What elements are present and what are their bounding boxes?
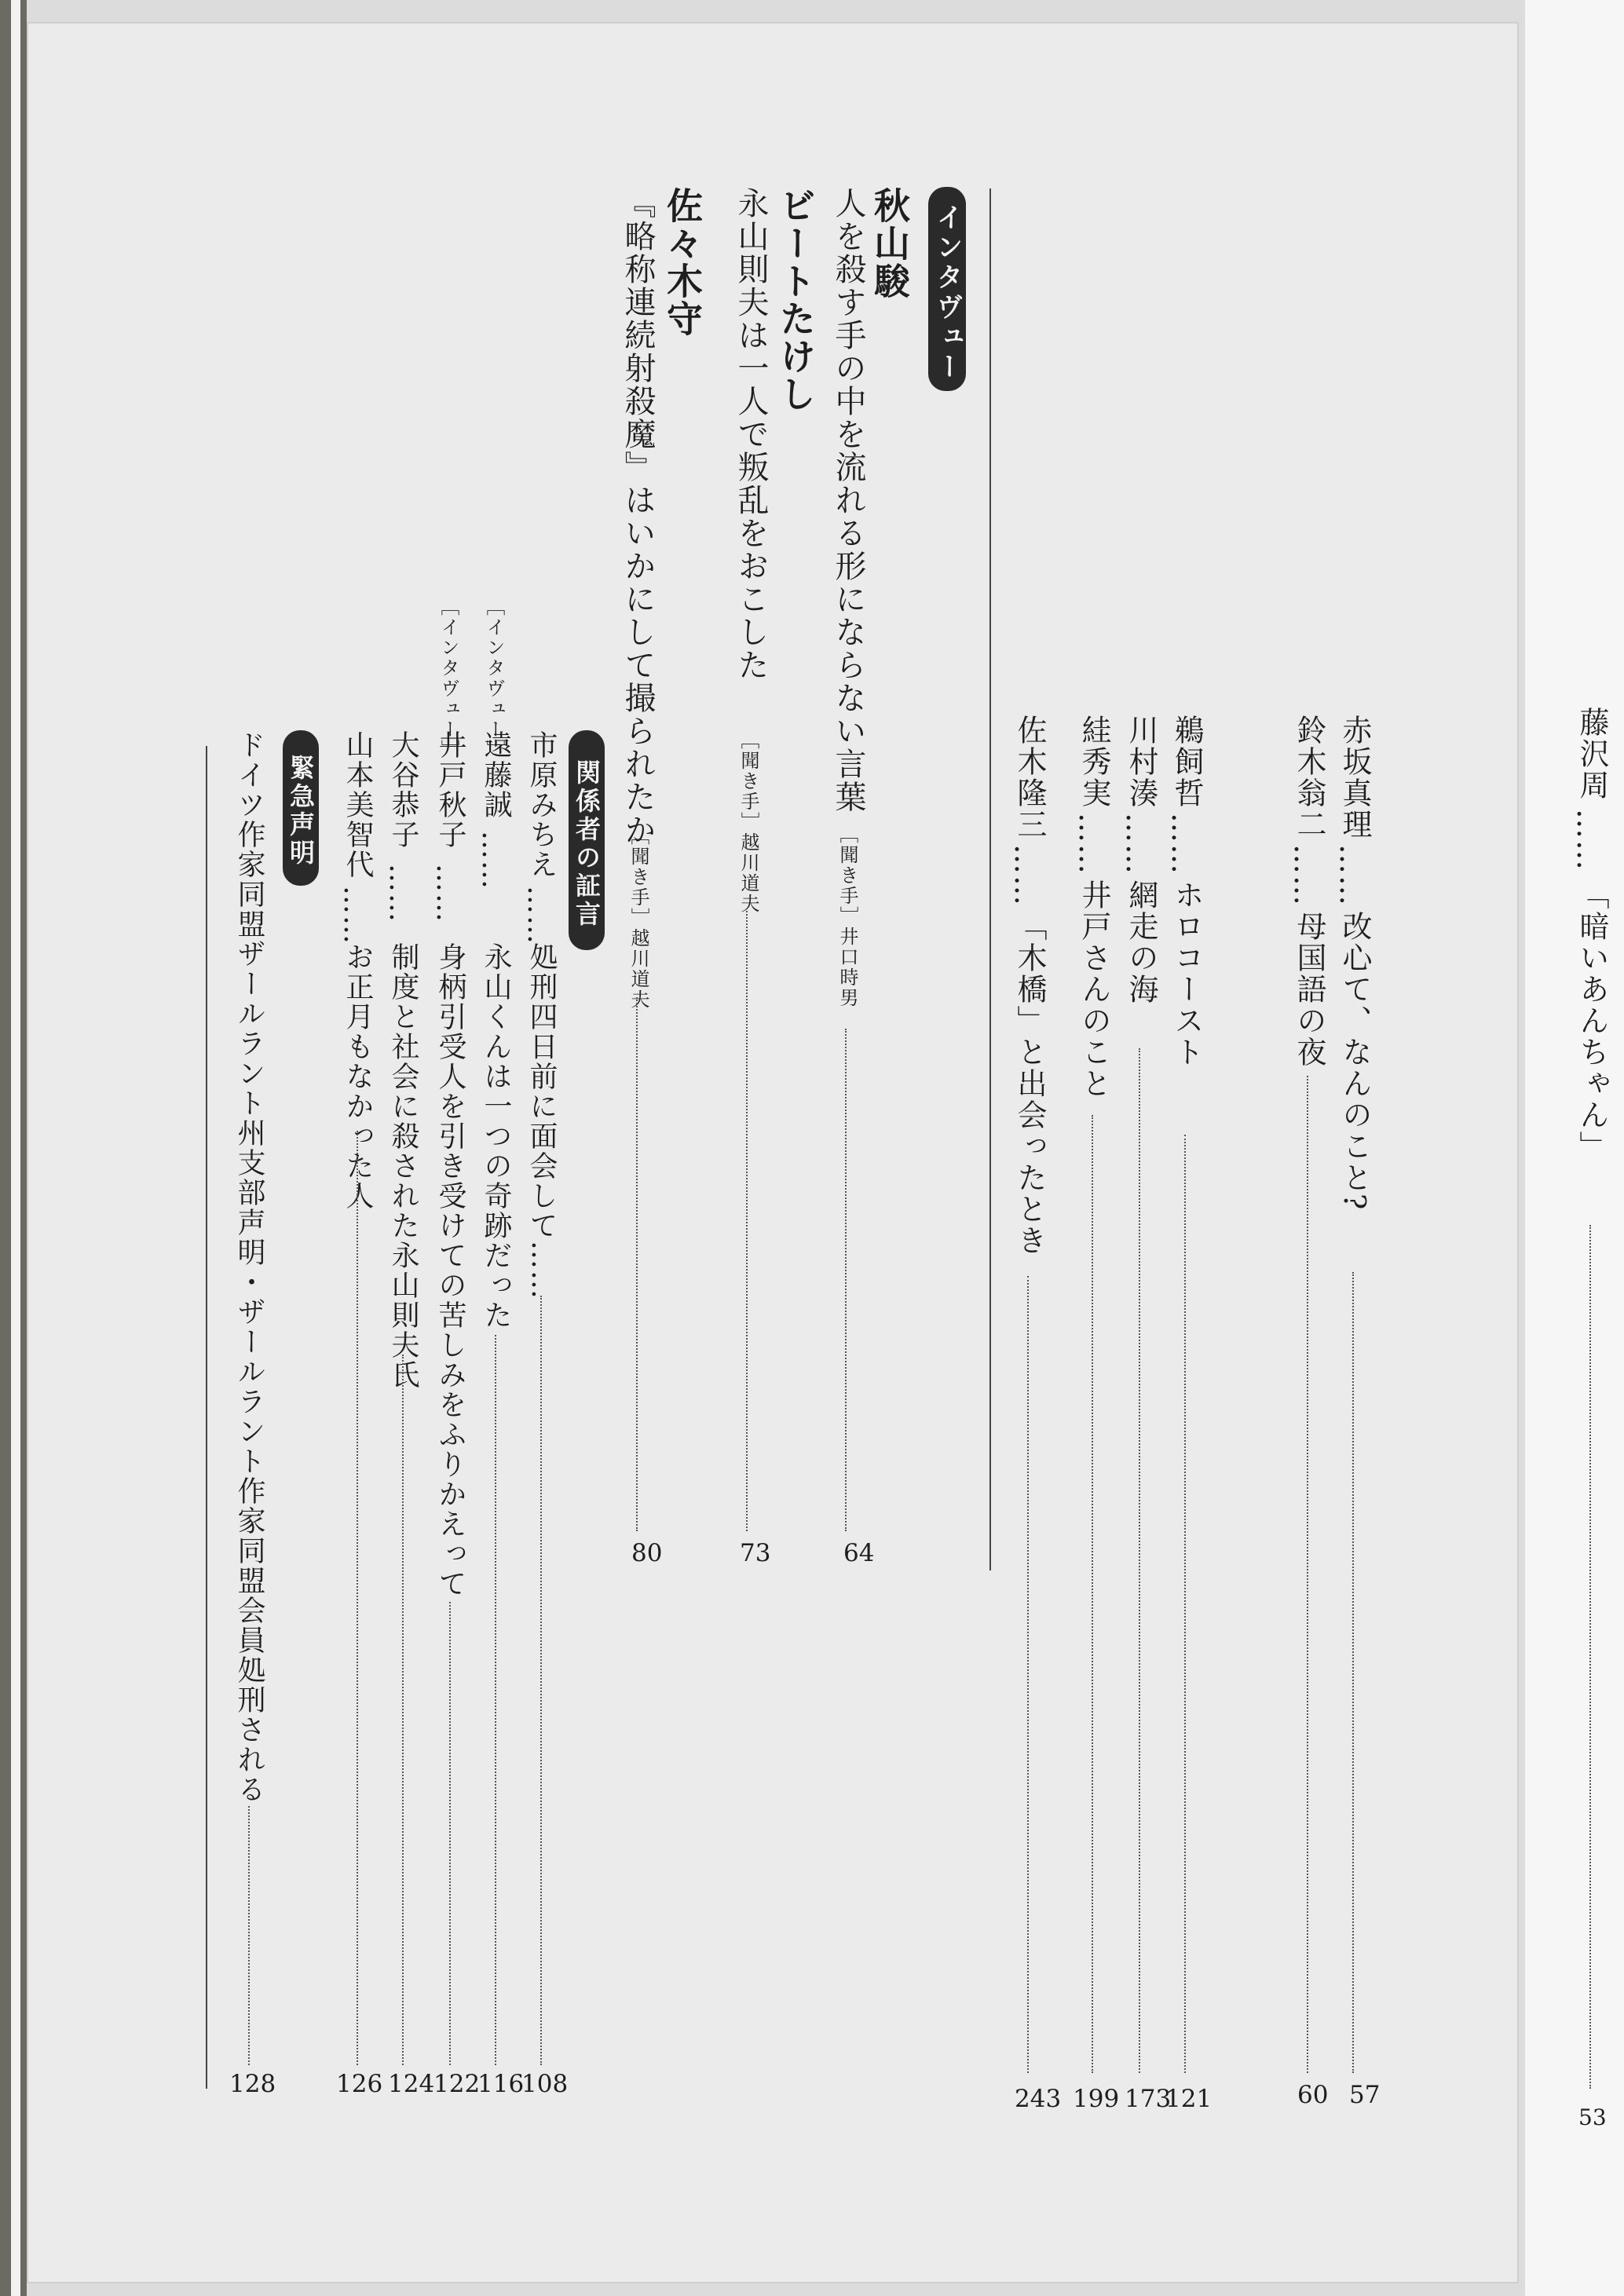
leader-dots [1092, 1115, 1093, 2073]
section-rule [989, 188, 991, 1570]
interview-name: 秋山駿 [869, 187, 911, 300]
page-number: 128 [229, 2070, 276, 2098]
leader-dots [1184, 1135, 1186, 2073]
page-number: 124 [388, 2070, 435, 2098]
entry-sep: …… [1008, 844, 1043, 907]
leader-dots [1352, 1272, 1354, 2073]
page-number: 108 [521, 2070, 569, 2098]
leader-dots [495, 1335, 496, 2065]
interview-name: ビートたけし [774, 187, 817, 413]
next-page-sep: …… [1571, 809, 1605, 872]
page-number: 116 [477, 2070, 525, 2098]
entry-title: 改心て、なんのこと? [1337, 911, 1372, 1212]
witness-title: お正月もなかった人 [342, 942, 374, 1211]
page-number: 53 [1578, 2104, 1607, 2130]
witness-title: 永山くんは一つの奇跡だった [480, 942, 512, 1330]
entry-author: 赤坂真理 [1337, 715, 1372, 840]
interview-name: 佐々木守 [661, 187, 704, 338]
witness-title: 身柄引受人を引き受けての苦しみをふりかえって [434, 942, 466, 1599]
entry-title: ホロコースト [1169, 879, 1204, 1068]
witness-sep: …… [430, 864, 463, 923]
page-number: 126 [336, 2070, 383, 2098]
page-number: 121 [1165, 2085, 1213, 2113]
leader-dots [636, 997, 638, 1531]
leader-dots [540, 1296, 542, 2065]
witness-prefix: ［インタヴュー］ [483, 597, 505, 760]
witness-prefix: ［インタヴュー］ [437, 597, 459, 760]
entry-title: 「木橋」と出会ったとき [1012, 911, 1047, 1256]
entry-sep: …… [1120, 813, 1154, 876]
witness-title: 制度と社会に殺された永山則夫氏 [387, 942, 419, 1390]
witness-author: 市原みちえ [525, 730, 558, 879]
entry-author: 鈴木翁二 [1292, 715, 1326, 840]
witness-sep: …… [521, 886, 554, 945]
page-number: 122 [433, 2070, 481, 2098]
entry-author: 鵜飼哲 [1169, 715, 1204, 809]
section-rule [206, 746, 207, 2089]
entry-author: 佐木隆三 [1012, 715, 1047, 840]
entry-sep: …… [1165, 813, 1200, 876]
page-number: 73 [740, 1539, 771, 1567]
urgent-badge: 緊急声明 [283, 730, 319, 886]
interview-title: 人を殺す手の中を流れる形にならない言葉 [830, 187, 866, 813]
entry-author: 絓秀実 [1077, 715, 1111, 809]
page-number: 173 [1125, 2085, 1172, 2113]
leader-dots [1307, 1076, 1308, 2073]
page-number: 64 [843, 1539, 875, 1567]
next-page-author: 藤沢周 [1575, 707, 1609, 801]
page-number: 57 [1349, 2081, 1381, 2109]
interview-tag: ［聞き手］越川道夫 [627, 826, 649, 1010]
entry-sep: …… [1073, 813, 1107, 876]
witness-author: 遠藤誠 [480, 730, 512, 820]
book-page-edge [11, 0, 20, 2296]
leader-dots [1139, 1048, 1140, 2073]
entry-sep: …… [1333, 844, 1368, 907]
witness-sep: …… [338, 886, 370, 945]
page-number: 80 [631, 1539, 663, 1567]
witness-sep: …… [383, 864, 415, 923]
interview-title: 『略称連続射殺魔』はいかにして撮られたか [620, 187, 656, 846]
entry-sep: …… [1288, 844, 1322, 907]
leader-dots [1027, 1276, 1029, 2073]
interview-tag: ［聞き手］井口時男 [836, 824, 858, 1008]
entry-author: 川村湊 [1124, 715, 1158, 809]
leader-dots [1589, 1225, 1591, 2089]
next-page-title: 「暗いあんちゃん」 [1575, 879, 1609, 1162]
interview-title: 永山則夫は一人で叛乱をおこした [733, 187, 769, 682]
leader-dots [402, 1355, 404, 2065]
witness-title: 処刑四日前に面会して…… [525, 942, 558, 1300]
witness-author: 山本美智代 [342, 730, 374, 879]
urgent-title: ドイツ作家同盟ザールラント州支部声明・ザールラント作家同盟会員処刑される [233, 730, 265, 1804]
witness-author: 井戸秋子 [434, 730, 466, 850]
entry-title: 井戸さんのこと [1077, 879, 1111, 1099]
entry-title: 母国語の夜 [1292, 911, 1326, 1068]
leader-dots [449, 1602, 451, 2065]
witness-sep: …… [476, 831, 508, 890]
witness-badge: 関係者の証言 [569, 730, 605, 950]
interview-badge: インタヴュー [928, 187, 966, 391]
page-number: 243 [1015, 2085, 1062, 2113]
page-number: 60 [1297, 2081, 1329, 2109]
witness-author: 大谷恭子 [387, 730, 419, 850]
leader-dots [248, 1806, 250, 2065]
entry-title: 網走の海 [1124, 879, 1158, 1005]
leader-dots [746, 911, 748, 1531]
leader-dots [357, 1131, 358, 2065]
leader-dots [845, 1029, 847, 1531]
page-number: 199 [1073, 2085, 1120, 2113]
interview-tag: ［聞き手］越川道夫 [737, 730, 759, 914]
